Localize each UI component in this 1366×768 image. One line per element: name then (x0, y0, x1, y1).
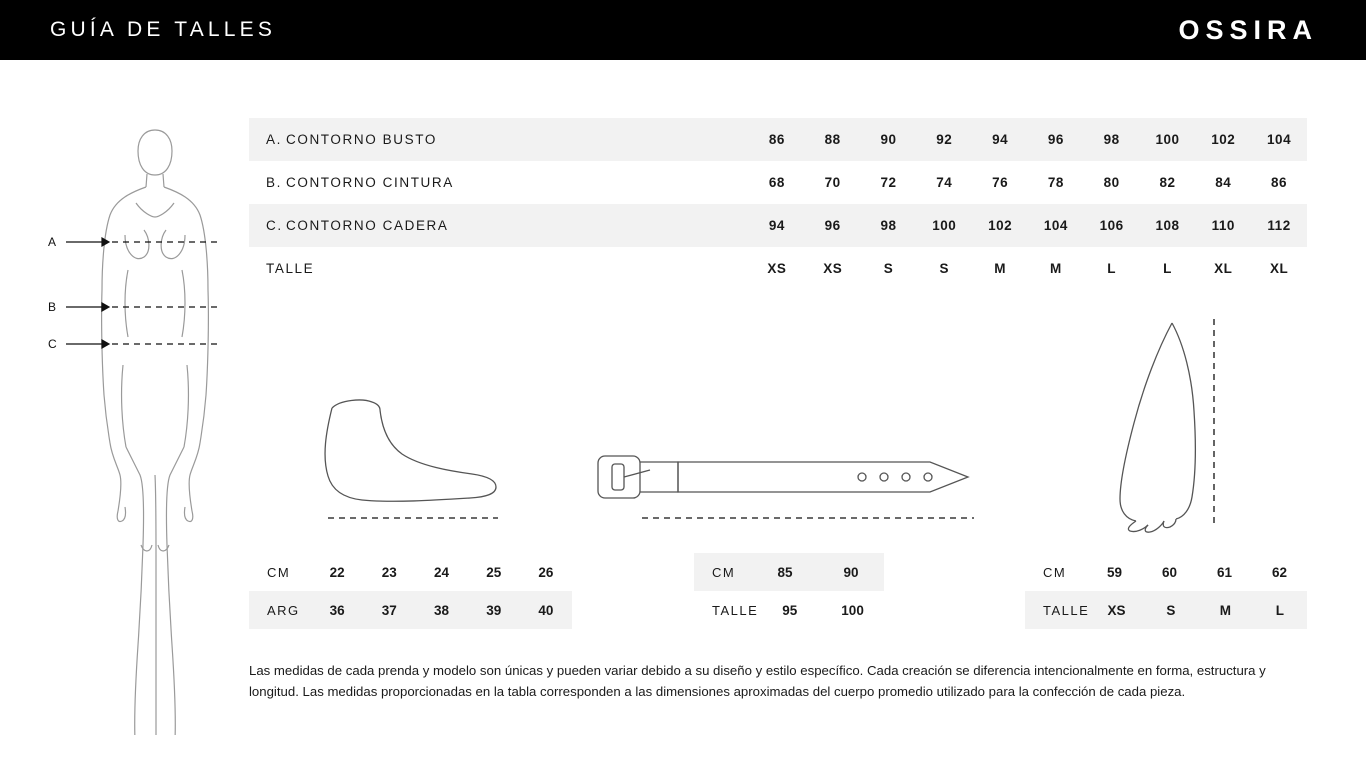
cell: 104 (1043, 218, 1068, 233)
cell: 82 (1159, 175, 1176, 190)
row-values (749, 175, 1307, 190)
cell: 102 (988, 218, 1013, 233)
cell: 24 (433, 564, 450, 580)
row-label: TALLE (1043, 602, 1090, 618)
row-letter: A. (266, 132, 282, 147)
marker-label-b: B (48, 300, 57, 314)
cell: M (1219, 602, 1231, 618)
cell: L (1275, 602, 1284, 618)
table-row (1025, 553, 1307, 591)
belt-outline-icon (590, 440, 990, 540)
cell: 40 (538, 602, 554, 618)
row-values (758, 603, 884, 618)
female-body-outline-icon (40, 75, 240, 735)
cell: 90 (880, 132, 897, 147)
row-label (249, 218, 749, 233)
belt-illustration (590, 440, 990, 545)
cell: 39 (486, 602, 502, 618)
cell: 62 (1271, 564, 1288, 580)
brand-logo: OSSIRA (1178, 14, 1318, 45)
row-letter: C. (266, 218, 283, 233)
row-label-text: CONTORNO BUSTO (286, 132, 437, 147)
cell: 98 (880, 218, 897, 233)
cell: 112 (1267, 218, 1291, 233)
cell: 22 (329, 564, 345, 580)
cell: 108 (1155, 218, 1180, 233)
row-label-text: CONTORNO CADERA (286, 218, 449, 233)
cell: 38 (433, 602, 450, 618)
foot-size-table (249, 553, 572, 629)
table-row (249, 553, 572, 591)
row-values (311, 603, 572, 618)
cell: 88 (824, 132, 841, 147)
cell: 100 (1155, 132, 1180, 147)
row-values (1089, 603, 1307, 618)
cell: 72 (880, 175, 897, 190)
row-label: TALLE (712, 602, 759, 618)
cell: 95 (782, 602, 798, 618)
marker-label-a: A (48, 235, 57, 249)
table-row (249, 247, 1307, 290)
row-label (249, 132, 749, 147)
cell: 78 (1047, 175, 1064, 190)
cell: 110 (1211, 218, 1235, 233)
cell: 23 (381, 564, 397, 580)
table-row (694, 553, 884, 591)
cell: 102 (1211, 132, 1236, 147)
row-values (749, 261, 1307, 276)
table-row (694, 591, 884, 629)
cell: 106 (1099, 218, 1124, 233)
row-label: ARG (267, 602, 300, 618)
cell: 100 (932, 218, 957, 233)
row-label: CM (1043, 564, 1067, 580)
page-header (0, 0, 1366, 60)
cell: S (883, 261, 894, 276)
arm-size-table (1025, 553, 1307, 629)
cell: 76 (992, 175, 1009, 190)
table-row (1025, 591, 1307, 629)
cell: 84 (1215, 175, 1232, 190)
cell: XL (1214, 261, 1233, 276)
cell: 94 (992, 132, 1009, 147)
row-label (249, 261, 749, 276)
cell: 61 (1216, 564, 1233, 580)
main-size-table (249, 118, 1307, 290)
cell: 85 (777, 564, 793, 580)
cell: 86 (1271, 175, 1288, 190)
cell: 37 (381, 602, 397, 618)
cell: XL (1269, 261, 1289, 276)
row-label-text: CONTORNO CINTURA (286, 175, 454, 190)
cell: S (939, 261, 950, 276)
cell: 25 (486, 564, 502, 580)
cell: M (1050, 261, 1062, 276)
cell: 100 (841, 602, 864, 618)
cell: 70 (824, 175, 841, 190)
cell: 59 (1106, 564, 1123, 580)
cell: 36 (329, 602, 345, 618)
cell: M (994, 261, 1006, 276)
row-values (311, 565, 572, 580)
row-label: CM (267, 564, 291, 580)
foot-outline-icon (300, 390, 530, 540)
cell: XS (767, 261, 787, 276)
table-row (249, 118, 1307, 161)
cell: 96 (1047, 132, 1064, 147)
row-values (749, 218, 1307, 233)
page-title: GUÍA DE TALLES (50, 18, 277, 41)
cell: 60 (1161, 564, 1178, 580)
arm-outline-icon (1100, 315, 1240, 535)
cell: 104 (1267, 132, 1292, 147)
cell: 98 (1103, 132, 1120, 147)
row-values (749, 132, 1307, 147)
cell: XS (1107, 602, 1126, 618)
cell: 80 (1103, 175, 1120, 190)
row-label (249, 175, 749, 190)
footnote-text: Las medidas de cada prenda y modelo son únicas y pueden variar debido a su diseño y estilo específico. Cada creación se diferencia intencionalmente en forma, estructura y longitud. Las medidas proporcionadas en la tabla corresponden a las dimensiones aproximadas del cuerpo promedio utilizado para la confección de cada pieza. (249, 663, 1266, 700)
row-letter: B. (266, 175, 282, 190)
cell: 94 (768, 218, 785, 233)
table-row (249, 591, 572, 629)
body-diagram (40, 75, 240, 735)
cell: 26 (538, 564, 554, 580)
table-row (249, 161, 1307, 204)
cell: 86 (768, 132, 785, 147)
row-values (752, 565, 884, 580)
arm-illustration (1100, 315, 1240, 540)
cell: L (1163, 261, 1172, 276)
row-label-text: TALLE (266, 261, 315, 276)
foot-illustration (300, 390, 530, 545)
cell: L (1107, 261, 1117, 276)
row-values (1087, 565, 1307, 580)
belt-size-table (694, 553, 884, 629)
cell: S (1166, 602, 1176, 618)
cell: 92 (936, 132, 953, 147)
table-row (249, 204, 1307, 247)
cell: 68 (768, 175, 785, 190)
row-label: CM (712, 564, 736, 580)
cell: 96 (824, 218, 841, 233)
cell: 74 (936, 175, 953, 190)
cell: 90 (843, 564, 859, 580)
marker-label-c: C (48, 337, 57, 351)
cell: XS (823, 261, 843, 276)
